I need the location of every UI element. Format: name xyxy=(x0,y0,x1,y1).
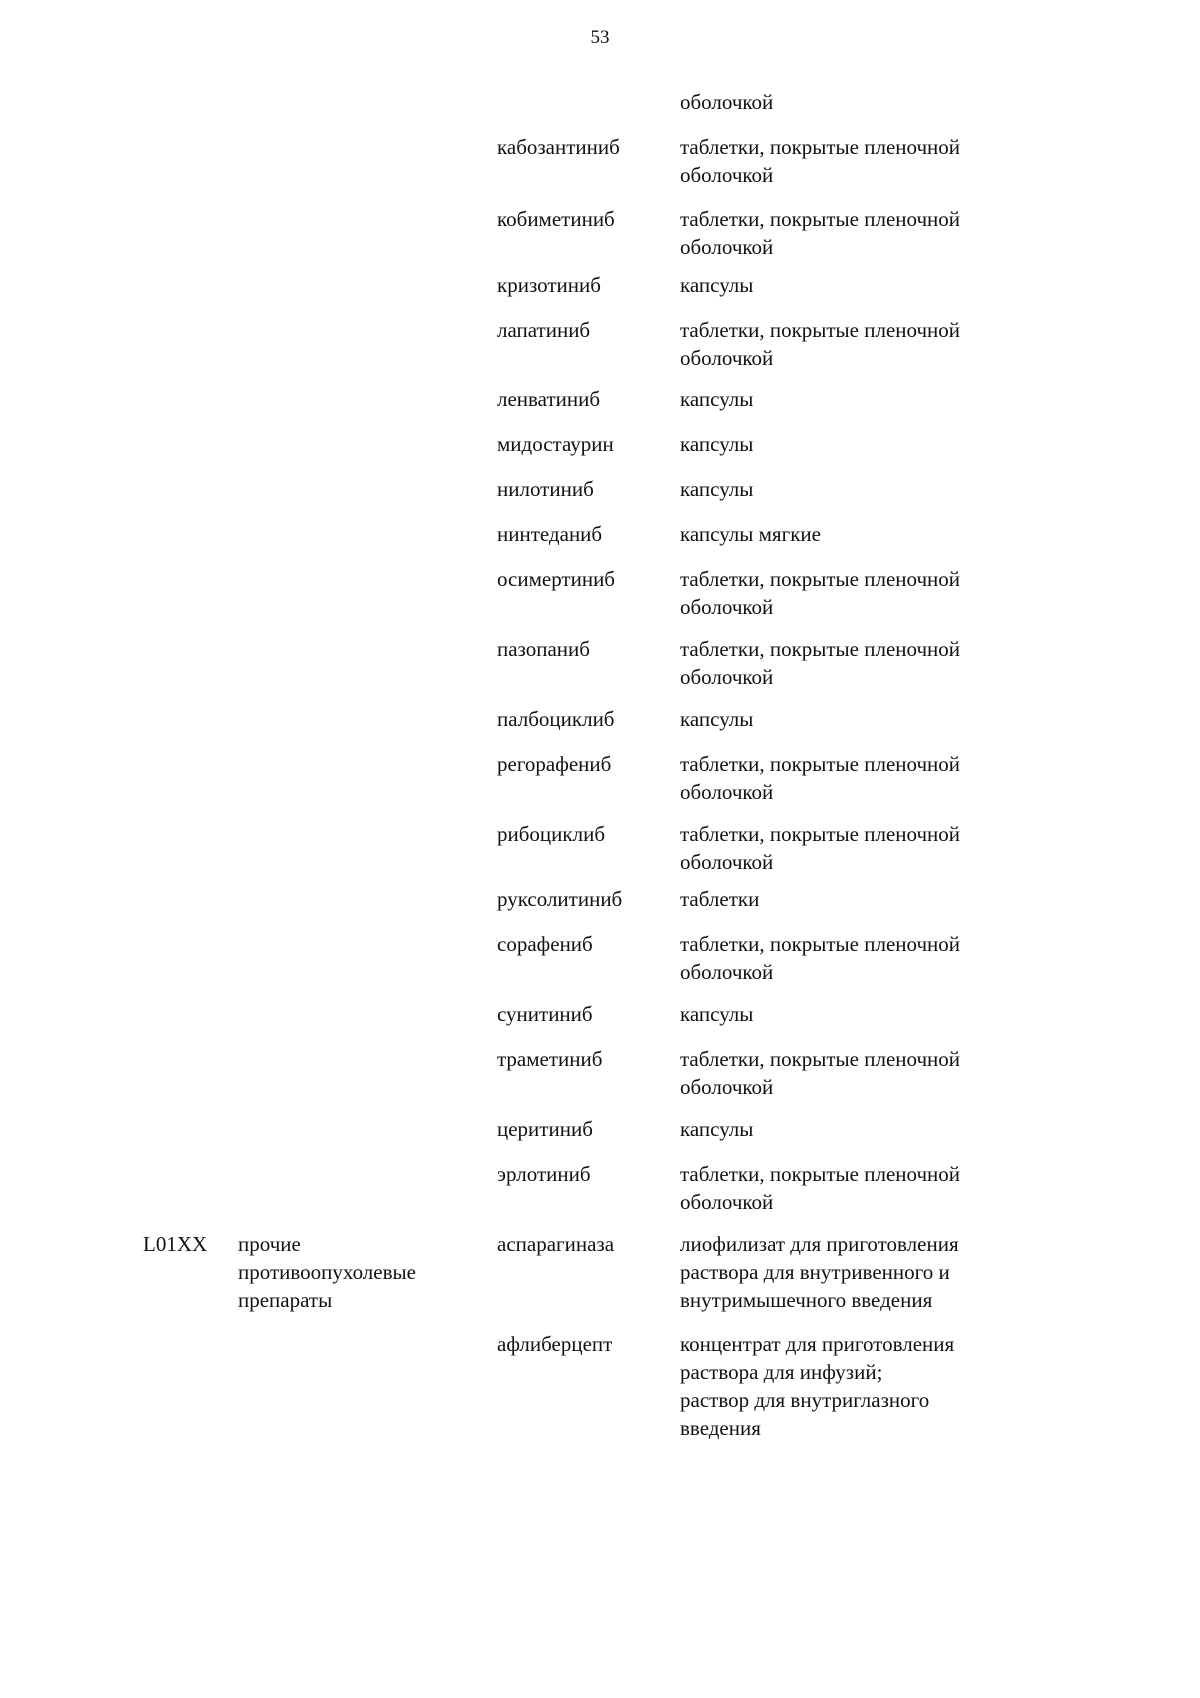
drug-cell: афлиберцепт xyxy=(497,1332,613,1356)
form-cell: таблетки, покрытые пленочной оболочкой xyxy=(680,932,961,984)
form-cell: капсулы xyxy=(680,707,754,731)
drug-cell: эрлотиниб xyxy=(497,1162,591,1186)
drug-cell: мидостаурин xyxy=(497,432,614,456)
form-cell: оболочкой xyxy=(680,90,774,114)
form-cell: лиофилизат для приготовления раствора для внутривенного и внутримышечного введения xyxy=(680,1232,959,1312)
form-cell: капсулы xyxy=(680,477,754,501)
drug-cell: сунитиниб xyxy=(497,1002,593,1026)
form-cell: капсулы мягкие xyxy=(680,522,821,546)
form-cell: капсулы xyxy=(680,1117,754,1141)
drug-cell: кабозантиниб xyxy=(497,135,620,159)
drug-cell: траметиниб xyxy=(497,1047,603,1071)
drug-cell: осимертиниб xyxy=(497,567,615,591)
drug-cell: пазопаниб xyxy=(497,637,590,661)
drug-cell: руксолитиниб xyxy=(497,887,623,911)
form-cell: таблетки, покрытые пленочной оболочкой xyxy=(680,637,961,689)
form-cell: таблетки, покрытые пленочной оболочкой xyxy=(680,567,961,619)
form-cell: концентрат для приготовления раствора для инфузий; раствор для внутриглазного введения xyxy=(680,1332,955,1440)
form-cell: таблетки, покрытые пленочной оболочкой xyxy=(680,318,961,370)
form-cell: таблетки, покрытые пленочной оболочкой xyxy=(680,207,961,259)
group-cell: прочие противоопухолевые препараты xyxy=(238,1232,416,1312)
form-cell: таблетки, покрытые пленочной оболочкой xyxy=(680,1047,961,1099)
drug-cell: нилотиниб xyxy=(497,477,594,501)
form-cell: капсулы xyxy=(680,1002,754,1026)
form-cell: таблетки, покрытые пленочной оболочкой xyxy=(680,752,961,804)
drug-cell: регорафениб xyxy=(497,752,612,776)
drug-cell: кобиметиниб xyxy=(497,207,615,231)
drug-cell: кризотиниб xyxy=(497,273,601,297)
page-number: 53 xyxy=(590,27,610,48)
form-cell: капсулы xyxy=(680,387,754,411)
drug-cell: нинтеданиб xyxy=(497,522,603,546)
code-cell: L01XX xyxy=(143,1232,208,1256)
drug-cell: церитиниб xyxy=(497,1117,593,1141)
form-cell: капсулы xyxy=(680,432,754,456)
drug-cell: лапатиниб xyxy=(497,318,591,342)
form-cell: таблетки xyxy=(680,887,760,911)
form-cell: таблетки, покрытые пленочной оболочкой xyxy=(680,135,961,187)
drug-cell: аспарагиназа xyxy=(497,1232,615,1256)
drug-cell: ленватиниб xyxy=(497,387,601,411)
drug-cell: сорафениб xyxy=(497,932,593,956)
form-cell: таблетки, покрытые пленочной оболочкой xyxy=(680,1162,961,1214)
form-cell: капсулы xyxy=(680,273,754,297)
drug-cell: палбоциклиб xyxy=(497,707,615,731)
form-cell: таблетки, покрытые пленочной оболочкой xyxy=(680,822,961,874)
drug-cell: рибоциклиб xyxy=(497,822,606,846)
